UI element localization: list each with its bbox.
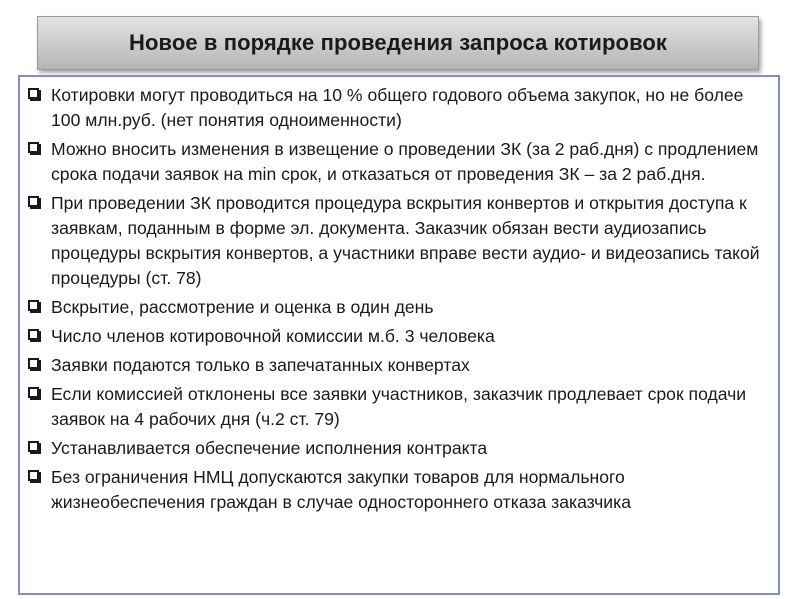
- list-item: [28, 382, 760, 432]
- checkbox-icon: [28, 387, 39, 398]
- list-item: [28, 353, 760, 378]
- bullet-list: [28, 83, 760, 515]
- checkbox-icon: [28, 88, 39, 99]
- list-item: [28, 83, 760, 133]
- list-item-text: Можно вносить изменения в извещение о проведении ЗК (за 2 раб.дня) с продлением срока подачи заявок на min срок, и отказаться от проведения ЗК – за 2 раб.дня.: [51, 139, 759, 184]
- checkbox-icon: [28, 358, 39, 369]
- page-title: Новое в порядке проведения запроса котировок: [128, 30, 668, 55]
- checkbox-icon: [28, 329, 39, 340]
- list-item: [28, 295, 760, 320]
- list-item-text: Без ограничения НМЦ допускаются закупки товаров для нормального жизнеобеспечения граждан в случае одностороннего отказа заказчика: [51, 467, 632, 512]
- content-frame: [18, 75, 780, 595]
- list-item-text: Если комиссией отклонены все заявки участников, заказчик продлевает срок подачи заявок на 4 рабочих дня (ч.2 ст. 79): [51, 384, 747, 429]
- title-banner: [37, 16, 759, 70]
- list-item: [28, 137, 760, 187]
- checkbox-icon: [28, 441, 39, 452]
- checkbox-icon: [28, 142, 39, 153]
- list-item: [28, 191, 760, 291]
- checkbox-icon: [28, 470, 39, 481]
- list-item: [28, 465, 760, 515]
- list-item-text: Заявки подаются только в запечатанных конвертах: [51, 355, 470, 375]
- checkbox-icon: [28, 196, 39, 207]
- list-item: [28, 436, 760, 461]
- checkbox-icon: [28, 300, 39, 311]
- list-item-text: Устанавливается обеспечение исполнения контракта: [51, 438, 488, 458]
- list-item-text: Котировки могут проводиться на 10 % общего годового объема закупок, но не более 100 млн.руб. (нет понятия одноименности): [51, 85, 744, 130]
- list-item-text: Число членов котировочной комиссии м.б. 3 человека: [51, 326, 495, 346]
- list-item-text: Вскрытие, рассмотрение и оценка в один день: [51, 297, 434, 317]
- list-item-text: При проведении ЗК проводится процедура вскрытия конвертов и открытия доступа к заявкам, поданным в форме эл. документа. Заказчик обязан вести аудиозапись процедуры вскрытия конвертов, а участники вправе вести аудио- и видеозапись такой процедуры (ст. 78): [51, 193, 760, 288]
- list-item: [28, 324, 760, 349]
